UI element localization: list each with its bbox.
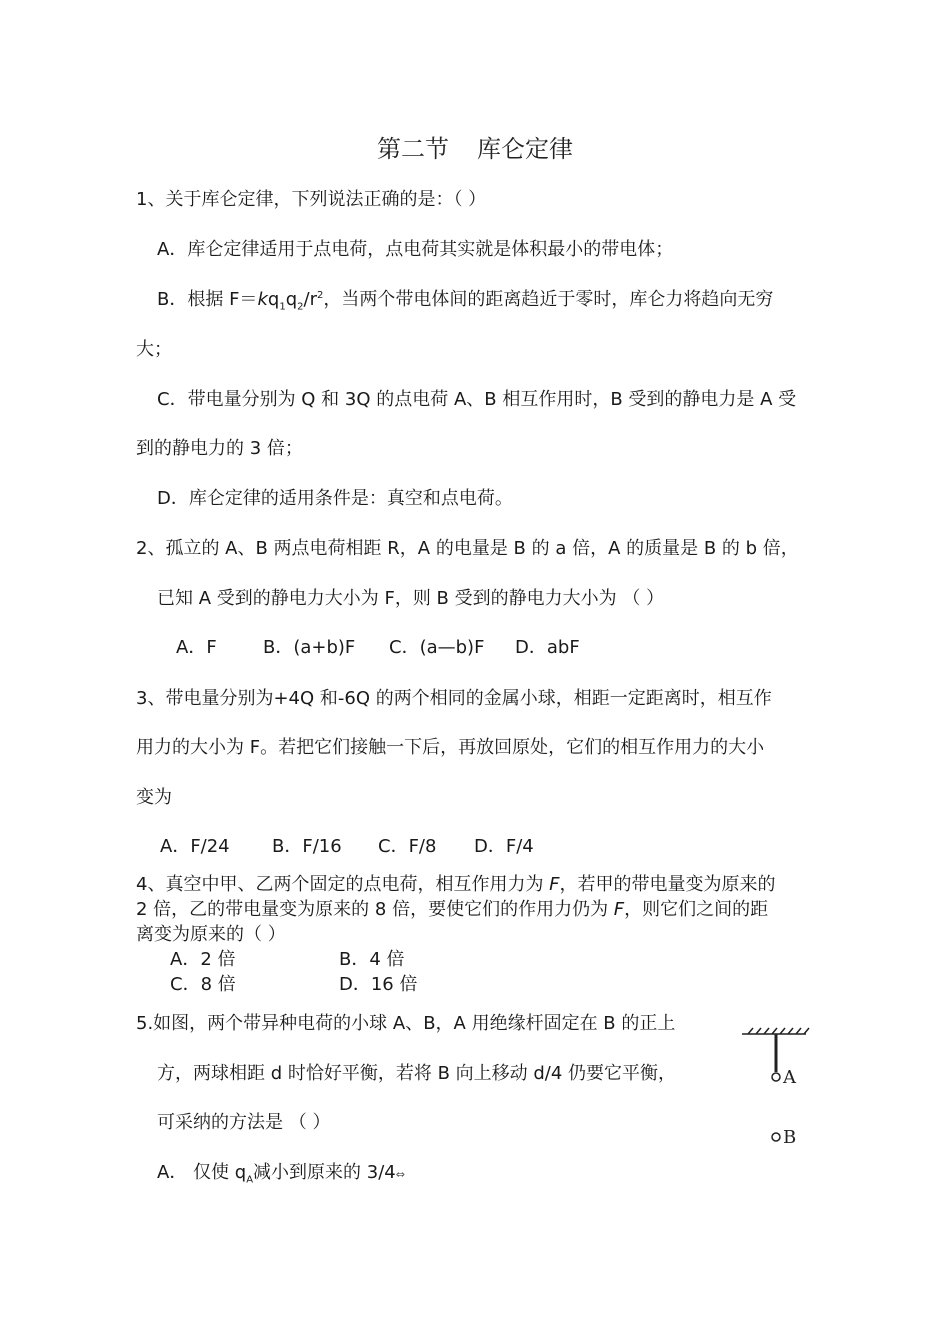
q1-sup: 2 — [316, 290, 324, 301]
q5-stem-cont2: 可采纳的方法是 （ ） — [157, 1112, 331, 1133]
q1-sub1: 1 — [279, 301, 286, 313]
q4-line1-pre: 4、真空中甲、乙两个固定的点电荷，相互作用力为 — [136, 874, 550, 895]
page-title — [0, 134, 950, 164]
q1-option-b-cont: 大； — [136, 339, 172, 360]
q1-option-a: A．库仑定律适用于点电荷，点电荷其实就是体积最小的带电体； — [157, 239, 674, 260]
q3-stem-cont2: 变为 — [136, 787, 172, 808]
q2-stem-cont: 已知 A 受到的静电力大小为 F，则 B 受到的静电力大小为 （ ） — [157, 588, 665, 609]
ceiling-icon — [742, 1028, 809, 1034]
q4-line2-post: ，则它们之间的距 — [624, 899, 769, 920]
q4-line1-post: ，若甲的带电量变为原来的 — [559, 874, 776, 895]
q1-option-b-pre: B．根据 F＝ — [157, 289, 258, 310]
q2-option-b: B．(a+b)F — [263, 637, 356, 658]
q5-option-a-pre: A． 仅使 q — [157, 1162, 247, 1183]
ball-a-label: A — [783, 1067, 796, 1088]
q4-line2-pre: 2 倍，乙的带电量变为原来的 8 倍，要使它们的作用力仍为 — [136, 899, 614, 920]
q1-stem: 1、关于库仑定律，下列说法正确的是：（ ） — [136, 189, 487, 210]
q4-line2-f: F — [613, 899, 625, 920]
ball-b-label: B — [783, 1127, 797, 1148]
q3-option-b: B．F/16 — [272, 836, 342, 857]
q1-option-b-post: ，当两个带电体间的距离趋近于零时，库仑力将趋向无穷 — [323, 289, 774, 310]
q1-option-c: C．带电量分别为 Q 和 3Q 的点电荷 A、B 相互作用时，B 受到的静电力是 A 受 — [157, 389, 797, 410]
q1-r: /r — [303, 289, 317, 310]
title-section: 第二节 — [377, 135, 449, 163]
q2-option-d: D．abF — [515, 637, 580, 658]
q1-q2: q — [285, 289, 298, 310]
q5-stem-cont: 方，两球相距 d 时恰好平衡，若将 B 向上移动 d/4 仍要它平衡， — [157, 1063, 677, 1084]
q4-option-c: C．8 倍 — [170, 974, 236, 995]
q4-option-d: D．16 倍 — [339, 974, 418, 995]
q5-option-a-sub: A — [246, 1174, 254, 1186]
q5-option-a — [157, 1161, 405, 1187]
q4-line1-f: F — [549, 874, 560, 895]
charge-diagram — [738, 1020, 818, 1160]
q3-stem: 3、带电量分别为+4Q 和-6Q 的两个相同的金属小球，相距一定距离时，相互作 — [136, 688, 772, 709]
q3-option-a: A．F/24 — [160, 836, 230, 857]
q3-stem-cont: 用力的大小为 F。若把它们接触一下后，再放回原处，它们的相互作用力的大小 — [136, 737, 765, 758]
q4-option-b: B．4 倍 — [339, 949, 405, 970]
q1-option-c-cont: 到的静电力的 3 倍； — [136, 438, 303, 459]
q5-option-a-post: 减小到原来的 3/4 — [253, 1162, 396, 1183]
q2-stem: 2、孤立的 A、B 两点电荷相距 R，A 的电量是 B 的 a 倍，A 的质量是 B 的 b 倍， — [136, 538, 799, 559]
q3-option-d: D．F/4 — [474, 836, 534, 857]
q1-sub2: 2 — [297, 301, 304, 313]
q2-option-a: A．F — [176, 637, 217, 658]
q4-line1 — [136, 873, 776, 897]
q1-q1: q — [267, 289, 280, 310]
ball-a-icon — [772, 1073, 780, 1081]
paragraph-mark-icon: ⇔ — [395, 1168, 405, 1181]
q1-option-b — [157, 288, 773, 312]
q2-option-c: C．(a—b)F — [389, 637, 485, 658]
title-topic: 库仑定律 — [477, 135, 573, 163]
q1-option-d: D．库仑定律的适用条件是：真空和点电荷。 — [157, 488, 513, 509]
q4-line3: 离变为原来的（ ） — [136, 924, 286, 945]
q4-option-a: A．2 倍 — [170, 949, 236, 970]
q3-option-c: C．F/8 — [378, 836, 437, 857]
q1-k: k — [257, 289, 268, 310]
q4-line2 — [136, 898, 768, 922]
q5-stem: 5.如图，两个带异种电荷的小球 A、B，A 用绝缘杆固定在 B 的正上 — [136, 1013, 676, 1034]
ball-b-icon — [772, 1133, 780, 1141]
